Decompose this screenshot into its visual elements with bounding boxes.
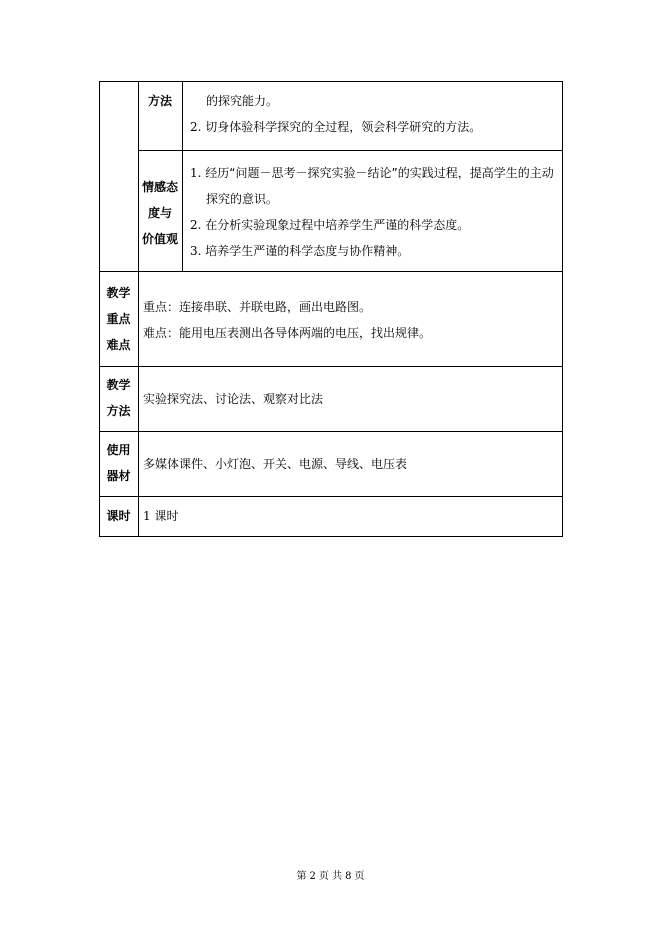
method-line-1: 的探究能力。	[206, 94, 279, 108]
item-number: 2.	[190, 120, 202, 134]
table-divider	[182, 81, 183, 271]
emotion-label	[138, 174, 182, 252]
item-text: 切身体验科学探究的全过程，领会科学研究的方法。	[205, 120, 482, 134]
label-line: 使用	[106, 443, 131, 457]
class-hours-unit: 课时	[154, 509, 179, 523]
teaching-method-text: 实验探究法、讨论法、观察对比法	[143, 392, 324, 406]
emotion-item	[190, 160, 554, 186]
footer-mid: 页 共	[318, 871, 343, 882]
footer-post: 页	[354, 871, 365, 882]
class-hours-number: 1	[143, 509, 151, 523]
page-footer	[0, 867, 661, 882]
equipment-text: 多媒体课件、小灯泡、开关、电源、导线、电压表	[143, 457, 408, 471]
key-point-line: 重点：连接串联、并联电路，画出电路图。	[143, 300, 372, 314]
table-divider	[138, 150, 562, 151]
label-line: 价值观	[141, 232, 178, 246]
page-total: 8	[345, 871, 352, 882]
label-line: 难点	[106, 338, 131, 352]
table-divider	[99, 271, 563, 272]
page-number: 2	[309, 871, 316, 882]
label-line: 方法	[106, 404, 131, 418]
key-points-label	[99, 280, 138, 358]
item-number: 2.	[190, 218, 202, 232]
footer-pre: 第	[296, 871, 307, 882]
item-text: 经历“问题－思考－探究实验－结论”的实践过程，提高学生的主动	[205, 166, 554, 180]
item-text: 探究的意识。	[206, 192, 279, 206]
class-hours-label: 课时	[106, 509, 131, 523]
class-hours-text	[143, 503, 178, 529]
emotion-item	[190, 212, 469, 238]
table-divider	[99, 366, 563, 367]
item-number: 3.	[190, 244, 202, 258]
table-divider	[99, 496, 563, 497]
item-text: 在分析实验现象过程中培养学生严谨的科学态度。	[205, 218, 470, 232]
method-line-2	[190, 114, 481, 140]
emotion-item	[190, 238, 409, 264]
item-text: 培养学生严谨的科学态度与协作精神。	[205, 244, 410, 258]
table-divider	[99, 431, 563, 432]
label-line: 器材	[106, 469, 131, 483]
emotion-item	[206, 186, 278, 212]
label-line: 重点	[106, 312, 131, 326]
teaching-method-label	[99, 372, 138, 424]
label-line: 情感态	[141, 180, 178, 194]
item-number: 1.	[190, 166, 202, 180]
method-label: 方法	[147, 94, 172, 108]
label-line: 教学	[106, 286, 131, 300]
label-line: 教学	[106, 378, 131, 392]
difficult-point-line: 难点：能用电压表测出各导体两端的电压，找出规律。	[143, 326, 432, 340]
equipment-label	[99, 437, 138, 489]
label-line: 度与	[147, 206, 172, 220]
